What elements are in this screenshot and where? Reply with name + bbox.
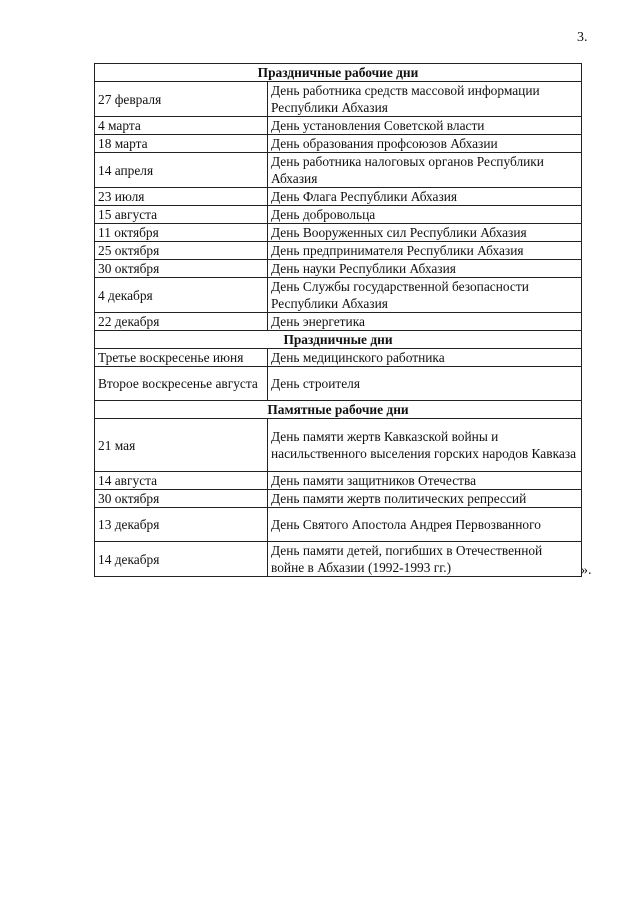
date-cell: 30 октября bbox=[95, 490, 268, 508]
holiday-name-cell: День Службы государственной безопасности Республики Абхазия bbox=[268, 278, 582, 313]
holiday-name-cell: День добровольца bbox=[268, 206, 582, 224]
holiday-name-cell: День Святого Апостола Андрея Первозванного bbox=[268, 508, 582, 542]
holiday-name-cell: День предпринимателя Республики Абхазия bbox=[268, 242, 582, 260]
table-row bbox=[95, 153, 582, 188]
date-cell: 14 апреля bbox=[95, 153, 268, 188]
table-row bbox=[95, 313, 582, 331]
closing-quote: ». bbox=[581, 563, 592, 578]
date-cell: 30 октября bbox=[95, 260, 268, 278]
holidays-table bbox=[94, 63, 582, 577]
table-row bbox=[95, 242, 582, 260]
holiday-name-cell: День памяти жертв Кавказской войны и насильственного выселения горских народов Кавказа bbox=[268, 419, 582, 472]
section-title: Праздничные рабочие дни bbox=[95, 64, 582, 82]
table-row bbox=[95, 508, 582, 542]
date-cell: 15 августа bbox=[95, 206, 268, 224]
holiday-name-cell: День медицинского работника bbox=[268, 349, 582, 367]
holiday-name-cell: День работника налоговых органов Республики Абхазия bbox=[268, 153, 582, 188]
holiday-name-cell: День работника средств массовой информации Республики Абхазия bbox=[268, 82, 582, 117]
date-cell: 21 мая bbox=[95, 419, 268, 472]
table-row bbox=[95, 224, 582, 242]
date-cell: Второе воскресенье августа bbox=[95, 367, 268, 401]
date-cell: 27 февраля bbox=[95, 82, 268, 117]
holiday-name-cell: День памяти жертв политических репрессий bbox=[268, 490, 582, 508]
section-title: Памятные рабочие дни bbox=[95, 401, 582, 419]
holiday-name-cell: День Флага Республики Абхазия bbox=[268, 188, 582, 206]
date-cell: 14 августа bbox=[95, 472, 268, 490]
holiday-name-cell: День Вооруженных сил Республики Абхазия bbox=[268, 224, 582, 242]
holiday-name-cell: День энергетика bbox=[268, 313, 582, 331]
table-row bbox=[95, 542, 582, 577]
date-cell: 18 марта bbox=[95, 135, 268, 153]
table-row bbox=[95, 472, 582, 490]
holiday-name-cell: День образования профсоюзов Абхазии bbox=[268, 135, 582, 153]
table-row bbox=[95, 367, 582, 401]
section-header bbox=[95, 401, 582, 419]
table-row bbox=[95, 260, 582, 278]
holidays-table-body bbox=[95, 64, 582, 577]
page-number: 3. bbox=[577, 30, 588, 45]
table-row bbox=[95, 188, 582, 206]
table-row bbox=[95, 490, 582, 508]
section-title: Праздничные дни bbox=[95, 331, 582, 349]
holiday-name-cell: День науки Республики Абхазия bbox=[268, 260, 582, 278]
table-row bbox=[95, 278, 582, 313]
date-cell: 14 декабря bbox=[95, 542, 268, 577]
section-header bbox=[95, 64, 582, 82]
holiday-name-cell: День строителя bbox=[268, 367, 582, 401]
date-cell: 25 октября bbox=[95, 242, 268, 260]
table-row bbox=[95, 419, 582, 472]
date-cell: 13 декабря bbox=[95, 508, 268, 542]
date-cell: 4 декабря bbox=[95, 278, 268, 313]
holiday-name-cell: День памяти детей, погибших в Отечественной войне в Абхазии (1992-1993 гг.) bbox=[268, 542, 582, 577]
table-row bbox=[95, 349, 582, 367]
date-cell: Третье воскресенье июня bbox=[95, 349, 268, 367]
table-row bbox=[95, 117, 582, 135]
date-cell: 23 июля bbox=[95, 188, 268, 206]
holiday-name-cell: День памяти защитников Отечества bbox=[268, 472, 582, 490]
date-cell: 4 марта bbox=[95, 117, 268, 135]
date-cell: 22 декабря bbox=[95, 313, 268, 331]
table-row bbox=[95, 135, 582, 153]
section-header bbox=[95, 331, 582, 349]
table-row bbox=[95, 206, 582, 224]
date-cell: 11 октября bbox=[95, 224, 268, 242]
holiday-name-cell: День установления Советской власти bbox=[268, 117, 582, 135]
table-row bbox=[95, 82, 582, 117]
